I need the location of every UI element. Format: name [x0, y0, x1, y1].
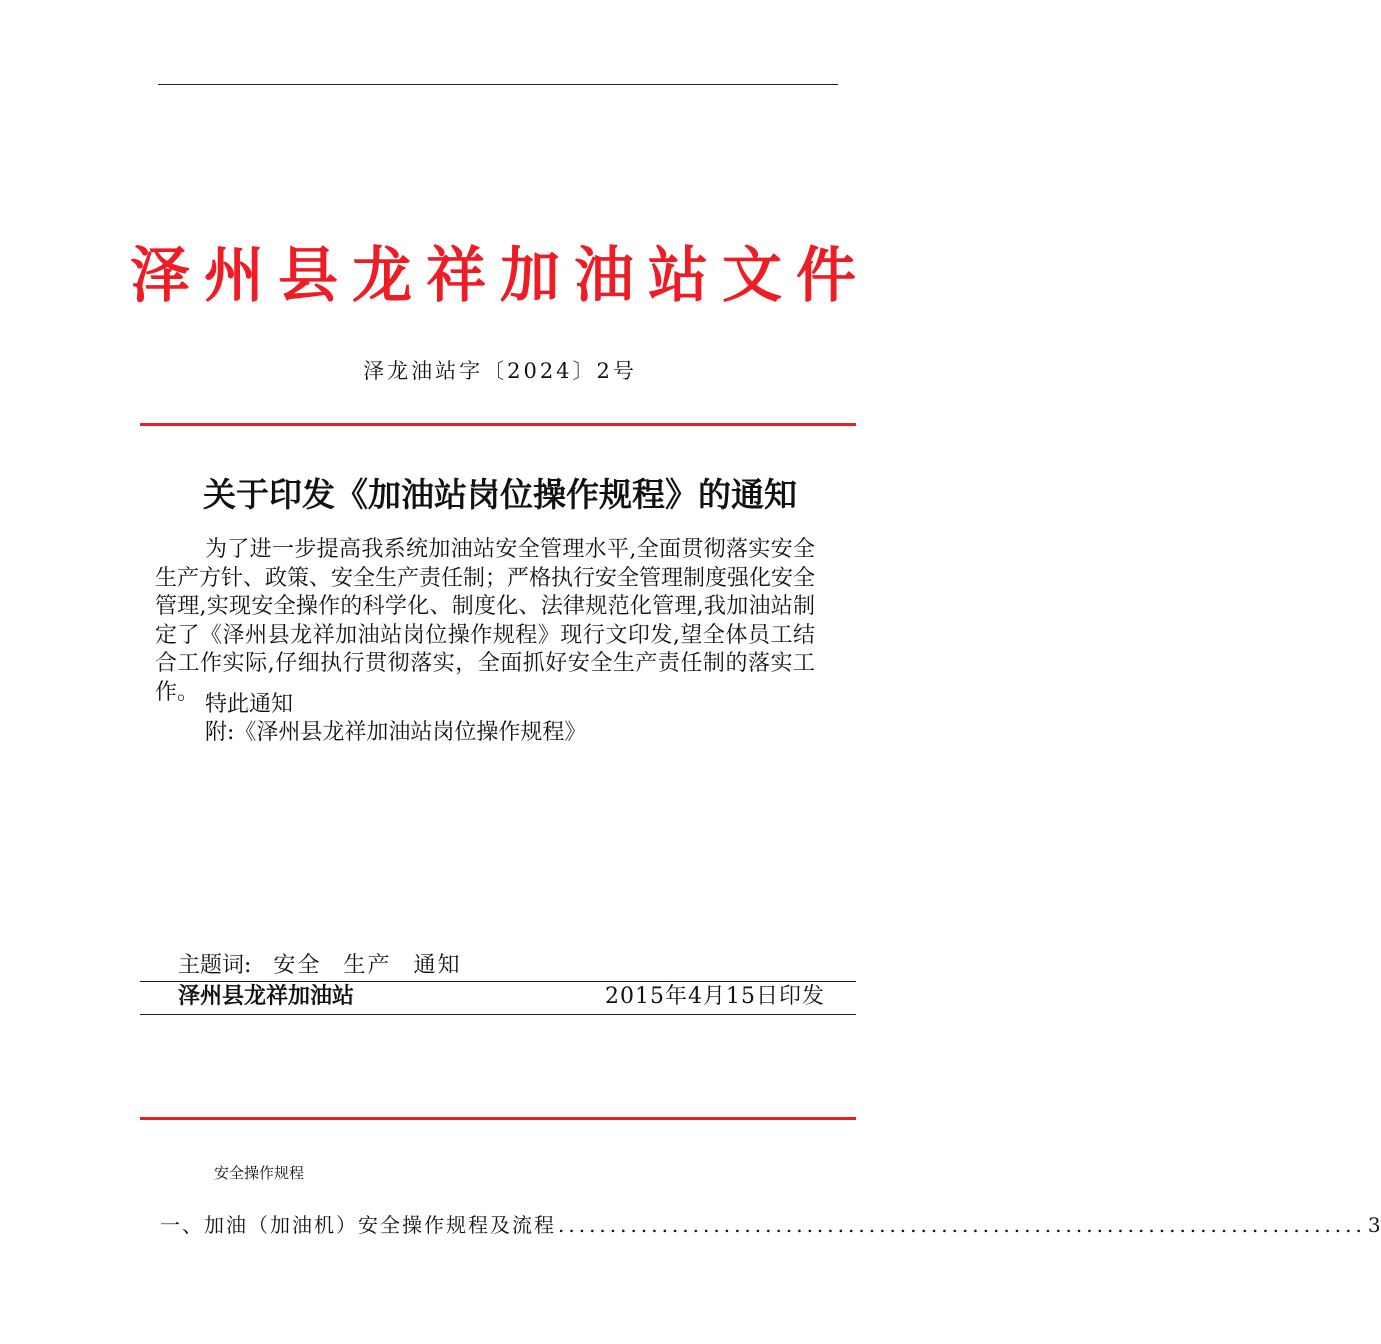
issue-date: 2015年4月15日印发 — [605, 984, 825, 1009]
closing-line: 特此通知 — [205, 692, 294, 717]
red-separator-top — [140, 423, 856, 426]
keyword: 通知 — [413, 953, 462, 978]
document-number: 泽龙油站字〔2024〕2号 — [363, 359, 637, 383]
keyword: 生产 — [343, 953, 392, 978]
keywords-row — [178, 951, 461, 981]
toc-heading: 安全操作规程 — [214, 1164, 305, 1182]
toc-entry[interactable] — [160, 1211, 1381, 1239]
notice-body: 为了进一步提高我系统加油站安全管理水平,全面贯彻落实安全生产方针、政策、安全生产责任制；严格执行安全管理制度强化安全管理,实现安全操作的科学化、制度化、法律规范化管理,我加油站制定了《泽州县龙祥加油站岗位操作规程》现行文印发,望全体员工结合工作实际,仔细执行贯彻落实，全面抓好安全生产责任制的落实工作。 — [155, 537, 816, 705]
attachment-line: 附:《泽州县龙祥加油站岗位操作规程》 — [205, 720, 587, 745]
toc-leader-dots: .............................................................................. — [558, 1213, 1366, 1237]
document-masthead: 泽州县龙祥加油站文件 — [130, 241, 870, 311]
issuer-name: 泽州县龙祥加油站 — [178, 984, 355, 1009]
top-rule — [158, 84, 838, 85]
toc-entry-page: 3 — [1367, 1213, 1381, 1237]
red-separator-bottom — [140, 1117, 856, 1120]
notice-title: 关于印发《加油站岗位操作规程》的通知 — [203, 475, 797, 514]
keyword: 安全 — [273, 953, 322, 978]
toc-entry-title: 一、加油（加油机）安全操作规程及流程 — [160, 1213, 556, 1237]
keywords-label: 主题词: — [178, 953, 252, 978]
footer-rule-bottom — [140, 1014, 856, 1015]
